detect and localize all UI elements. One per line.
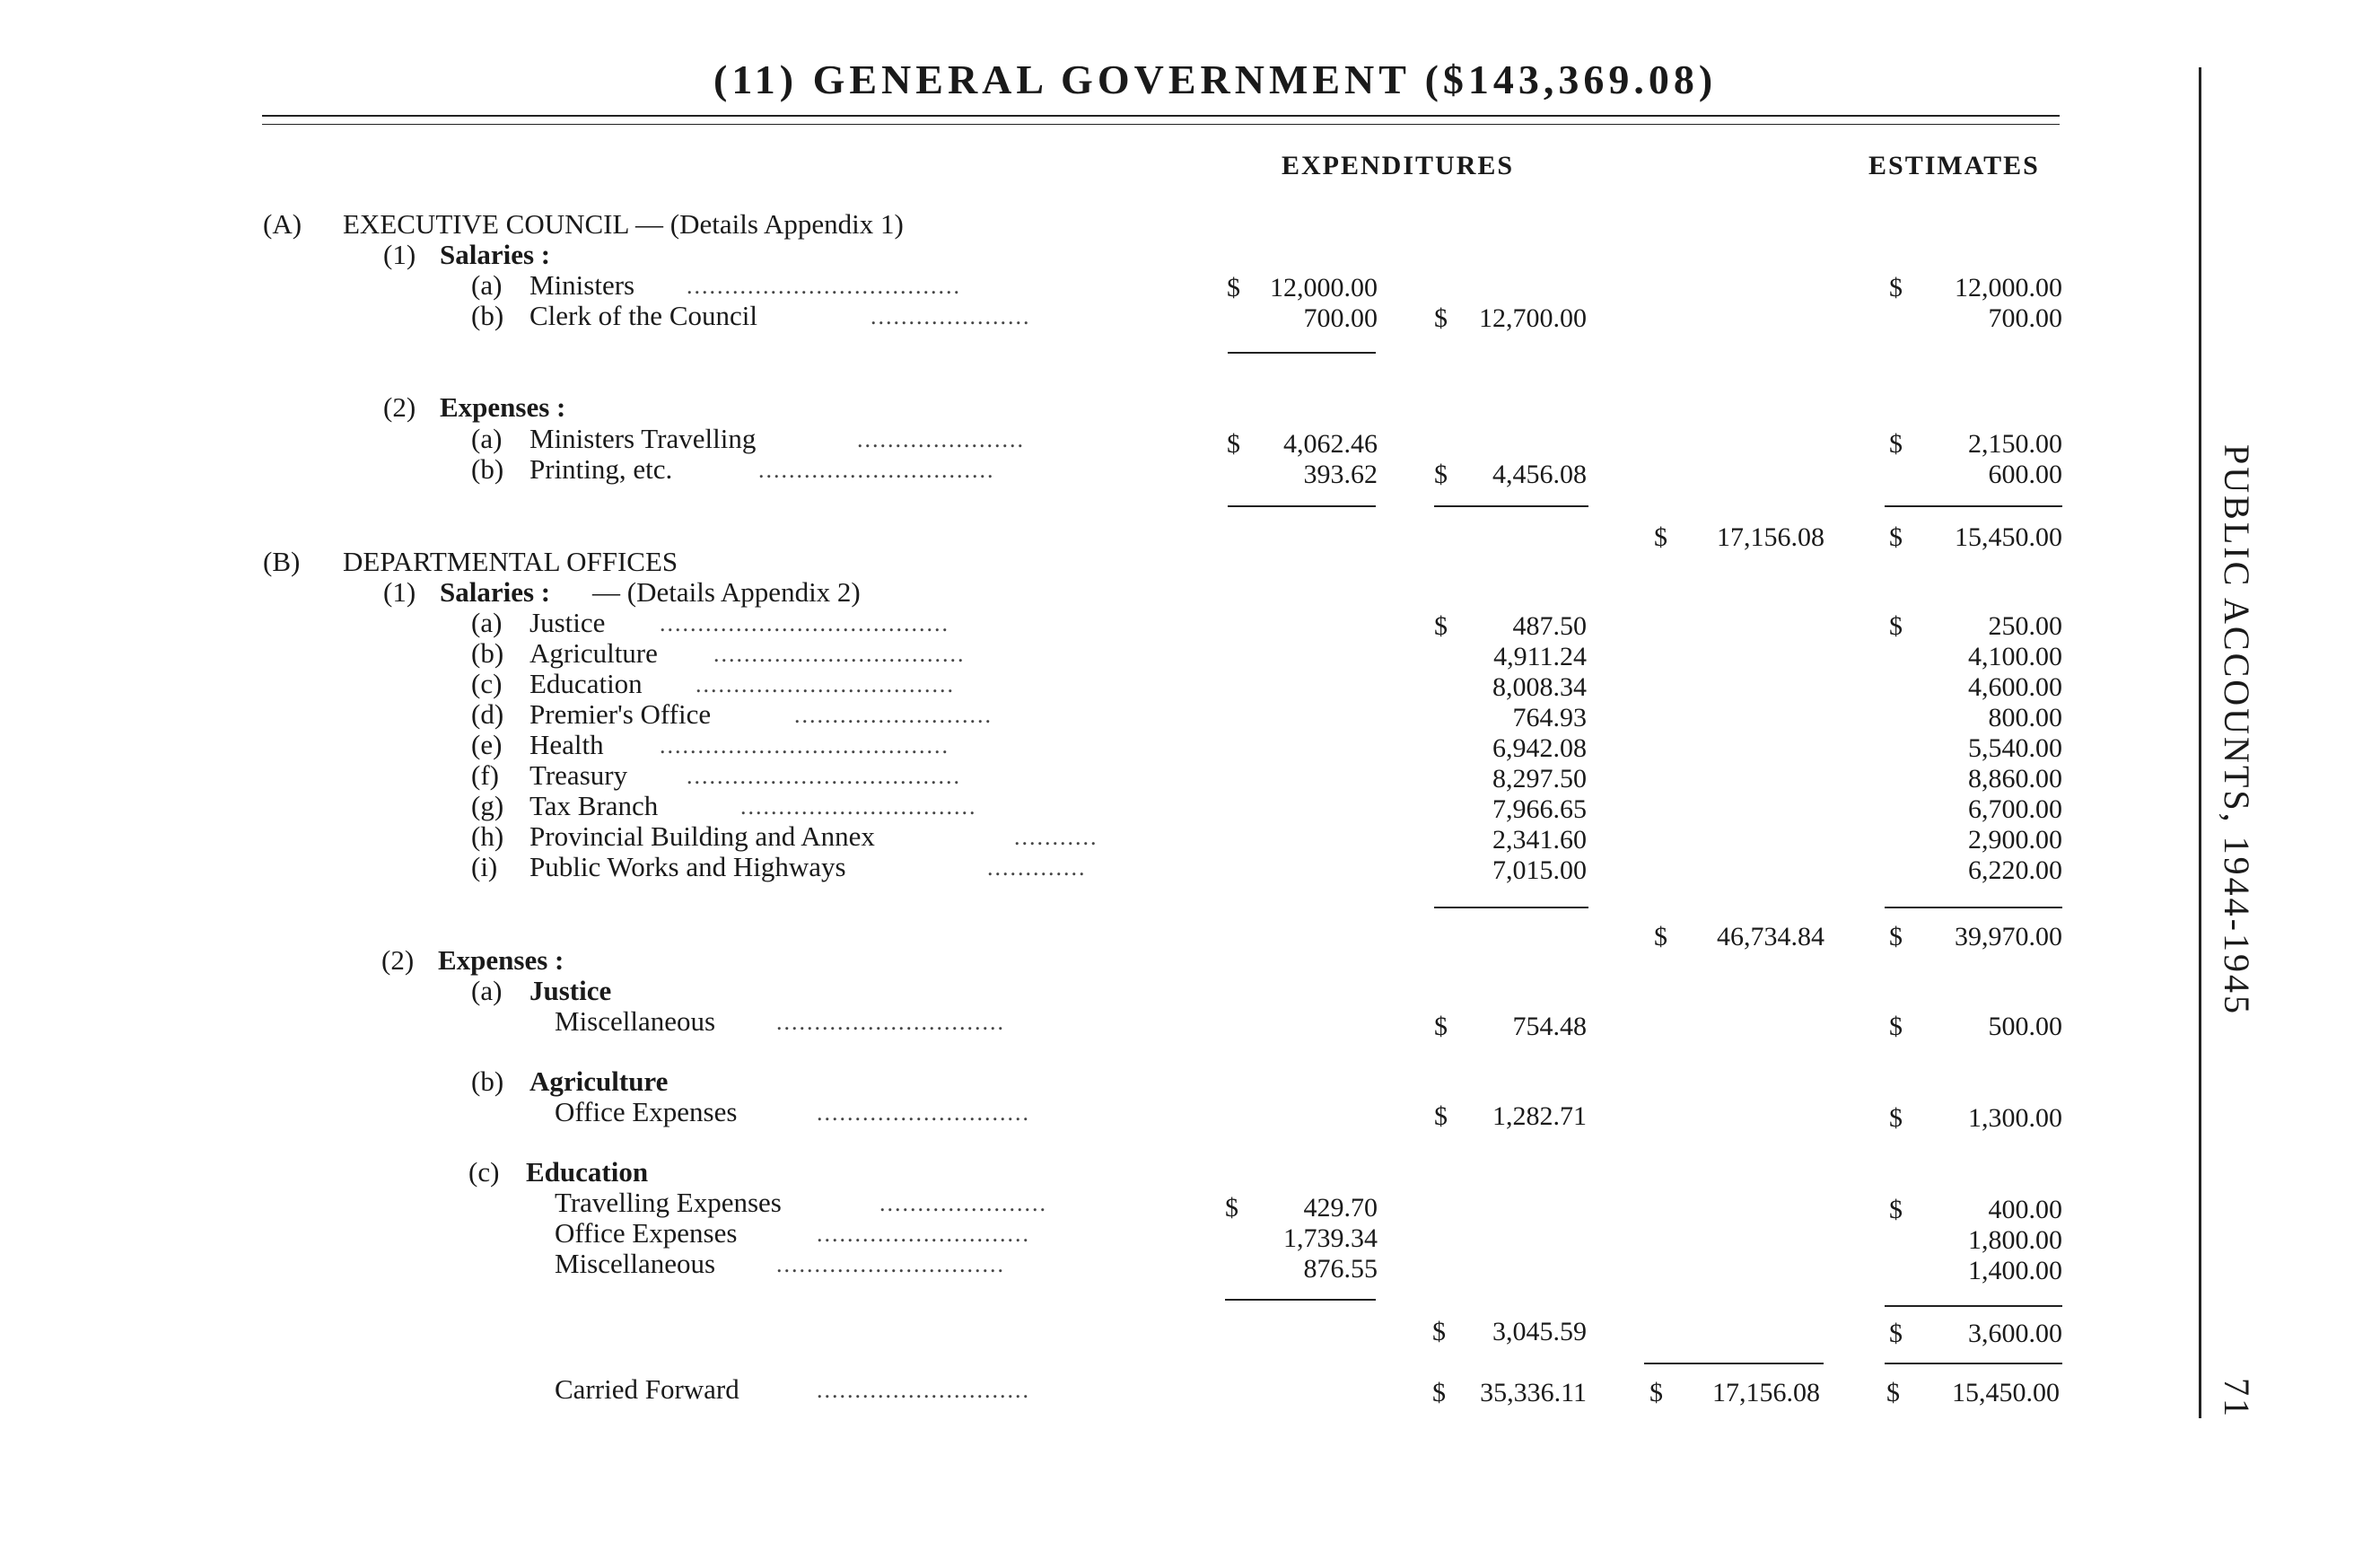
line-item-letter: (a) [471, 607, 503, 638]
expenditure-value: 1,739.34 [1283, 1223, 1378, 1253]
dollar-sign: $ [1889, 522, 1903, 552]
column-header-expenditures: EXPENDITURES [1282, 151, 1515, 180]
estimate-value: 700.00 [1988, 303, 2062, 333]
line-item-name: Miscellaneous [555, 1005, 716, 1037]
estimate-value: 2,150.00 [1968, 429, 2062, 459]
section-a-expenses-num: (2) [383, 391, 416, 423]
subtotal-rule [1434, 907, 1588, 908]
dollar-sign: $ [1889, 1012, 1903, 1041]
estimate-value: 1,300.00 [1968, 1103, 2062, 1133]
subtotal-rule [1885, 907, 2062, 908]
estimate-value: 5,540.00 [1968, 733, 2062, 763]
line-item-name: Clerk of the Council [529, 300, 757, 331]
leader-dots: .............................. [776, 1009, 1005, 1035]
subtotal-value: 4,456.08 [1492, 460, 1587, 489]
expenditure-value: 876.55 [1303, 1254, 1378, 1284]
dollar-sign: $ [1889, 611, 1903, 641]
line-item-name: Ministers Travelling [529, 423, 757, 454]
dollar-sign: $ [1649, 1378, 1663, 1407]
subtotal-rule [1434, 505, 1588, 507]
line-item-letter: (d) [471, 698, 504, 730]
line-item-letter: (c) [468, 1156, 500, 1188]
expenditure-value: 1,282.71 [1492, 1101, 1587, 1131]
section-b-salaries-note: — (Details Appendix 2) [592, 576, 861, 608]
leader-dots: ............................... [758, 457, 995, 483]
line-item-letter: (b) [471, 453, 504, 485]
estimate-value: 1,400.00 [1968, 1256, 2062, 1285]
carried-forward-label: Carried Forward [555, 1373, 739, 1405]
subtotal-rule [1885, 1305, 2062, 1307]
line-item-letter: (h) [471, 820, 504, 852]
dollar-sign: $ [1434, 611, 1448, 641]
line-item-letter: (b) [471, 1065, 504, 1097]
section-a-salaries-heading: Salaries : [440, 239, 551, 270]
line-item-letter: (b) [471, 300, 504, 331]
carried-forward-col3: 17,156.08 [1712, 1378, 1820, 1407]
dollar-sign: $ [1889, 429, 1903, 459]
line-item-letter: (a) [471, 975, 503, 1006]
side-vertical-rule [2199, 67, 2201, 1418]
line-item-name: Ministers [529, 269, 635, 301]
expenditure-value: 2,341.60 [1492, 825, 1587, 855]
leader-dots: ................................. [713, 641, 966, 667]
line-item-name: Provincial Building and Annex [529, 820, 875, 852]
line-item-name: Premier's Office [529, 698, 712, 730]
section-b-title: DEPARTMENTAL OFFICES [343, 546, 678, 577]
subtotal-value: 12,700.00 [1479, 303, 1587, 333]
dollar-sign: $ [1227, 273, 1240, 302]
expenditure-value: 7,966.65 [1492, 794, 1587, 824]
expenditure-value: 7,015.00 [1492, 855, 1587, 885]
line-item-letter: (b) [471, 637, 504, 669]
leader-dots: .............................. [776, 1251, 1005, 1277]
dollar-sign: $ [1434, 303, 1448, 333]
estimate-value: 600.00 [1988, 460, 2062, 489]
subtotal-rule [1885, 505, 2062, 507]
expenditure-value: 8,297.50 [1492, 764, 1587, 793]
section-a-expenses-heading: Expenses : [440, 391, 566, 423]
carried-forward-col2: 35,336.11 [1480, 1378, 1587, 1407]
subtotal-rule [1225, 1299, 1376, 1301]
section-a-title: EXECUTIVE COUNCIL — (Details Appendix 1) [343, 208, 904, 240]
line-item-name: Education [529, 668, 643, 699]
expenditure-value: 12,000.00 [1270, 273, 1378, 302]
subgroup-heading: Education [526, 1156, 649, 1188]
dollar-sign: $ [1889, 273, 1903, 302]
section-b-salaries-heading: Salaries : [440, 576, 551, 608]
estimate-value: 1,800.00 [1968, 1225, 2062, 1255]
page-number: 71 [2217, 1378, 2257, 1419]
header-rule-top [262, 115, 2060, 117]
leader-dots: .................................... [687, 763, 961, 789]
estimate-value: 400.00 [1988, 1195, 2062, 1224]
dollar-sign: $ [1434, 460, 1448, 489]
section-total-value: 17,156.08 [1717, 522, 1824, 552]
leader-dots: ........... [1014, 824, 1098, 850]
leader-dots: ............................ [817, 1377, 1030, 1403]
leader-dots: .................................. [696, 671, 955, 697]
section-total-estimate: 39,970.00 [1955, 922, 2062, 951]
expenditure-value: 393.62 [1303, 460, 1378, 489]
subgroup-heading: Justice [529, 975, 612, 1006]
page-title: (11) GENERAL GOVERNMENT ($143,369.08) [713, 57, 1718, 102]
dollar-sign: $ [1432, 1378, 1446, 1407]
expenditure-value: 6,942.08 [1492, 733, 1587, 763]
dollar-sign: $ [1227, 429, 1240, 459]
line-item-name: Health [529, 729, 604, 760]
expenditure-value: 4,062.46 [1283, 429, 1378, 459]
total-rule [1885, 1363, 2062, 1364]
section-b-label: (B) [263, 546, 301, 577]
leader-dots: ...................... [857, 426, 1025, 452]
subtotal-estimate: 3,600.00 [1968, 1319, 2062, 1348]
section-a-label: (A) [263, 208, 302, 240]
expenditure-value: 4,911.24 [1493, 642, 1587, 671]
line-item-letter: (c) [471, 668, 503, 699]
dollar-sign: $ [1225, 1193, 1238, 1223]
line-item-name: Treasury [529, 759, 628, 791]
line-item-name: Miscellaneous [555, 1248, 716, 1279]
dollar-sign: $ [1654, 522, 1667, 552]
line-item-name: Justice [529, 607, 606, 638]
dollar-sign: $ [1889, 1195, 1903, 1224]
subtotal-rule [1228, 505, 1376, 507]
estimate-value: 2,900.00 [1968, 825, 2062, 855]
dollar-sign: $ [1434, 1012, 1448, 1041]
estimate-value: 4,600.00 [1968, 672, 2062, 702]
estimate-value: 4,100.00 [1968, 642, 2062, 671]
column-header-estimates: ESTIMATES [1868, 151, 2040, 180]
estimate-value: 6,220.00 [1968, 855, 2062, 885]
line-item-letter: (f) [471, 759, 499, 791]
leader-dots: ..................... [871, 303, 1031, 329]
section-total-estimate: 15,450.00 [1955, 522, 2062, 552]
line-item-name: Office Expenses [555, 1096, 738, 1127]
subtotal-value: 3,045.59 [1492, 1317, 1587, 1346]
estimate-value: 800.00 [1988, 703, 2062, 732]
expenditure-value: 764.93 [1512, 703, 1587, 732]
subtotal-rule [1228, 352, 1376, 354]
expenditure-value: 700.00 [1303, 303, 1378, 333]
leader-dots: .......................... [794, 702, 993, 728]
section-total-value: 46,734.84 [1717, 922, 1824, 951]
leader-dots: ............................ [817, 1221, 1030, 1247]
dollar-sign: $ [1432, 1317, 1446, 1346]
header-rule-bottom [262, 124, 2060, 125]
line-item-name: Printing, etc. [529, 453, 673, 485]
line-item-letter: (e) [471, 729, 503, 760]
subgroup-heading: Agriculture [529, 1065, 669, 1097]
expenditure-value: 429.70 [1303, 1193, 1378, 1223]
dollar-sign: $ [1654, 922, 1667, 951]
line-item-name: Office Expenses [555, 1217, 738, 1249]
expenditure-value: 754.48 [1512, 1012, 1587, 1041]
dollar-sign: $ [1886, 1378, 1900, 1407]
line-item-letter: (a) [471, 423, 503, 454]
estimate-value: 12,000.00 [1955, 273, 2062, 302]
section-b-expenses-heading: Expenses : [438, 944, 564, 976]
leader-dots: ............. [987, 855, 1087, 881]
leader-dots: ............................... [740, 793, 977, 820]
section-b-expenses-num: (2) [381, 944, 415, 976]
expenditure-value: 487.50 [1512, 611, 1587, 641]
dollar-sign: $ [1889, 922, 1903, 951]
leader-dots: ............................ [817, 1100, 1030, 1126]
leader-dots: ...................... [879, 1190, 1047, 1216]
line-item-name: Agriculture [529, 637, 658, 669]
section-b-salaries-num: (1) [383, 576, 416, 608]
estimate-value: 8,860.00 [1968, 764, 2062, 793]
dollar-sign: $ [1889, 1319, 1903, 1348]
estimate-value: 250.00 [1988, 611, 2062, 641]
dollar-sign: $ [1434, 1101, 1448, 1131]
line-item-letter: (g) [471, 790, 504, 821]
line-item-name: Travelling Expenses [555, 1187, 782, 1218]
total-rule [1644, 1363, 1824, 1364]
leader-dots: ...................................... [660, 610, 949, 636]
expenditure-value: 8,008.34 [1492, 672, 1587, 702]
leader-dots: ...................................... [660, 732, 949, 758]
leader-dots: .................................... [687, 273, 961, 299]
section-a-salaries-num: (1) [383, 239, 416, 270]
line-item-letter: (i) [471, 851, 498, 882]
running-title: PUBLIC ACCOUNTS, 1944-1945 [2217, 444, 2257, 1016]
estimate-value: 500.00 [1988, 1012, 2062, 1041]
line-item-letter: (a) [471, 269, 503, 301]
line-item-name: Tax Branch [529, 790, 659, 821]
line-item-name: Public Works and Highways [529, 851, 846, 882]
estimate-value: 6,700.00 [1968, 794, 2062, 824]
dollar-sign: $ [1889, 1103, 1903, 1133]
carried-forward-estimate: 15,450.00 [1952, 1378, 2060, 1407]
